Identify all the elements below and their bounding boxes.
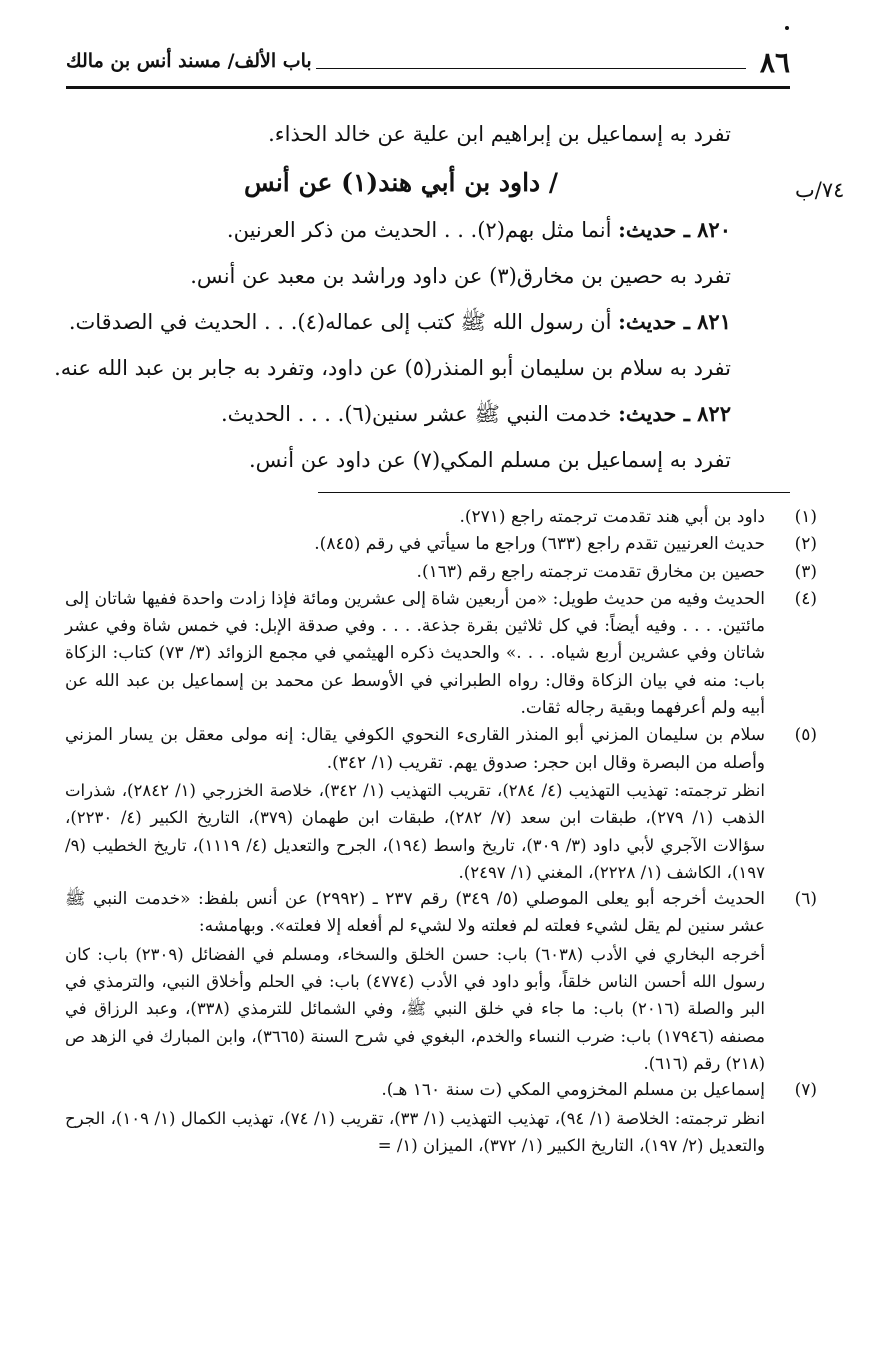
page-number: ٨٦ xyxy=(759,46,790,79)
footnote-number: (١) xyxy=(794,507,817,527)
hadith-820 xyxy=(71,208,731,254)
footnotes xyxy=(65,504,817,1159)
footnote-text: سلام بن سليمان المزني أبو المنذر القارىء النحوي الكوفي يقال: إنه مولى معقل بن يسار المزني وأصله من البصرة وقال ابن حجر: صدوق يهم. تقريب (١/ ٣٤٢). xyxy=(65,725,765,773)
footnote-5-sources xyxy=(65,777,817,886)
footnote-6 xyxy=(65,886,817,941)
footnote-number: (٥) xyxy=(794,725,817,746)
hadith-821 xyxy=(68,300,731,346)
hadith-822 xyxy=(71,392,731,438)
footnote-text: داود بن أبي هند تقدمت ترجمته راجع (٢٧١). xyxy=(459,507,765,527)
footnote-4 xyxy=(65,586,817,722)
hadith-text: أن رسول الله ﷺ كتب إلى عماله(٤). . . الحديث في الصدقات. xyxy=(68,310,612,334)
footnote-6-sources xyxy=(65,941,817,1077)
header-line xyxy=(316,68,746,69)
ink-speck xyxy=(785,26,789,30)
footnote-7-sources xyxy=(65,1105,817,1160)
footnote-sources: انظر ترجمته: تهذيب التهذيب (٤/ ٢٨٤)، تقريب التهذيب (١/ ٣٤٢)، خلاصة الخزرجي (١/ ٢٨٤٢)، شذرات الذهب (١/ ٢٧٩)، طبقات ابن سعد (٧/ ٢٨٢)، طبقات ابن طهمان (٣٧٩)، التاريخ الكبير (٤/ ٢٢٣٠)، سؤالات الآجري لأبي داود (٣/ ٣٠٩)، تاريخ واسط (١٩٤)، الجرح والتعديل (٤/ ١١١٩)، تاريخ الخطيب (٩/ ١٩٧)، الكاشف (١/ ٢٢٢٨)، المغني (١/ ٢٤٩٧). xyxy=(65,780,766,882)
page-header xyxy=(66,46,790,80)
section-heading: / داود بن أبي هند(١) عن أنس xyxy=(243,168,559,197)
footnote-number: (٢) xyxy=(794,534,817,555)
hadith-text: خدمت النبي ﷺ عشر سنين(٦). . . . الحديث. xyxy=(220,402,612,426)
footnote-sources: انظر ترجمته: الخلاصة (١/ ٩٤)، تهذيب التهذيب (١/ ٣٣)، تقريب (١/ ٧٤)، تهذيب الكمال (١/ ١٠٩)، الجرح والتعديل (٢/ ١٩٧)، التاريخ الكبير (١/ ٣٧٢)، الميزان (١/ = xyxy=(65,1108,766,1155)
footnote-3 xyxy=(65,559,817,586)
footnote-number: (٤) xyxy=(794,588,817,609)
footnote-text: الحديث وفيه من حديث طويل: «من أربعين شاة إلى عشرين ومائة فإذا زادت واحدة ففيها شاتان إلى مائتين. . . . وفيه أيضاً: في كل ثلاثين بقرة جذعة. . . . وفي صدقة الإبل: في خمس شاة وفي عشر شاتان وفي عشرين أربع شياه. . . .» والحديث ذكره الهيثمي في مجمع الزوائد (٣/ ٧٣) كتاب: الزكاة باب: منه في بيان الزكاة وقال: رواه الطبراني في الأوسط عن محمد بن إسماعيل بن عبد الله عن أبيه ولم أعرفهما وبقية رجاله ثقات. xyxy=(65,588,765,719)
footnote-sources: أخرجه البخاري في الأدب (٦٠٣٨) باب: حسن الخلق والسخاء، ومسلم في الفضائل (٢٣٠٩) باب: كان رسول الله أحسن الناس خلقاً، وأبو داود في الأدب (٤٧٧٤) باب: في الحلم وأخلاق النبي، والترمذي في البر والصلة (٢٠١٦) باب: ما جاء في خلق النبي ﷺ، وفي الشمائل للترمذي (٣٣٨)، وعبد الرزاق في مصنفه (١٧٩٤٦) باب: ضرب النساء والخدم، البغوي في شرح السنة (٣٦٦٥)، وابن المبارك في الزهد ص (٢١٨) رقم (٦١٦). xyxy=(65,944,765,1073)
text-line: تفرد به حصين بن مخارق(٣) عن داود وراشد بن معبد عن أنس. xyxy=(190,264,731,288)
footnote-1 xyxy=(65,504,817,531)
hadith-label: ٨٢١ ـ حديث: xyxy=(618,309,731,334)
footnote-text: حصين بن مخارق تقدمت ترجمته راجع رقم (١٦٣). xyxy=(416,561,765,582)
footnote-7 xyxy=(65,1077,817,1104)
footnote-number: (٦) xyxy=(794,889,817,910)
footnote-text: إسماعيل بن مسلم المخزومي المكي (ت سنة ١٦٠ هـ). xyxy=(381,1080,765,1101)
footnote-text: حديث العرنيين تقدم راجع (٦٣٣) وراجع ما سيأتي في رقم (٨٤٥). xyxy=(314,534,765,555)
footnote-number: (٧) xyxy=(794,1080,817,1101)
footnote-5 xyxy=(65,722,817,777)
footnote-2 xyxy=(65,531,817,558)
footnote-number: (٣) xyxy=(794,561,817,582)
main-text xyxy=(54,112,731,484)
hadith-label: ٨٢٢ ـ حديث: xyxy=(618,401,731,426)
hadith-label: ٨٢٠ ـ حديث: xyxy=(618,217,731,242)
header-rule xyxy=(66,86,790,89)
hadith-text: أنما مثل بهم(٢). . . الحديث من ذكر العرنين. xyxy=(226,218,612,242)
manuscript-folio-note: ٧٤/ب xyxy=(795,178,845,202)
text-line: تفرد به إسماعيل بن مسلم المكي(٧) عن داود عن أنس. xyxy=(248,448,731,472)
text-line: تفرد به إسماعيل بن إبراهيم ابن علية عن خالد الحذاء. xyxy=(268,122,731,146)
footnote-separator xyxy=(318,492,790,493)
footnote-text: الحديث أخرجه أبو يعلى الموصلي (٥/ ٣٤٩) رقم ٢٣٧ ـ (٢٩٩٢) عن أنس بلفظ: «خدمت النبي ﷺ عشر سنين لم يقل لشيء فعلته لم فعلته ولا لشيء لم أفعله إلا فعلته». وبهامشه: xyxy=(65,889,766,937)
running-title: باب الألف/ مسند أنس بن مالك xyxy=(66,50,312,72)
text-line: تفرد به سلام بن سليمان أبو المنذر(٥) عن داود، وتفرد به جابر بن عبد الله عنه. xyxy=(54,356,731,380)
